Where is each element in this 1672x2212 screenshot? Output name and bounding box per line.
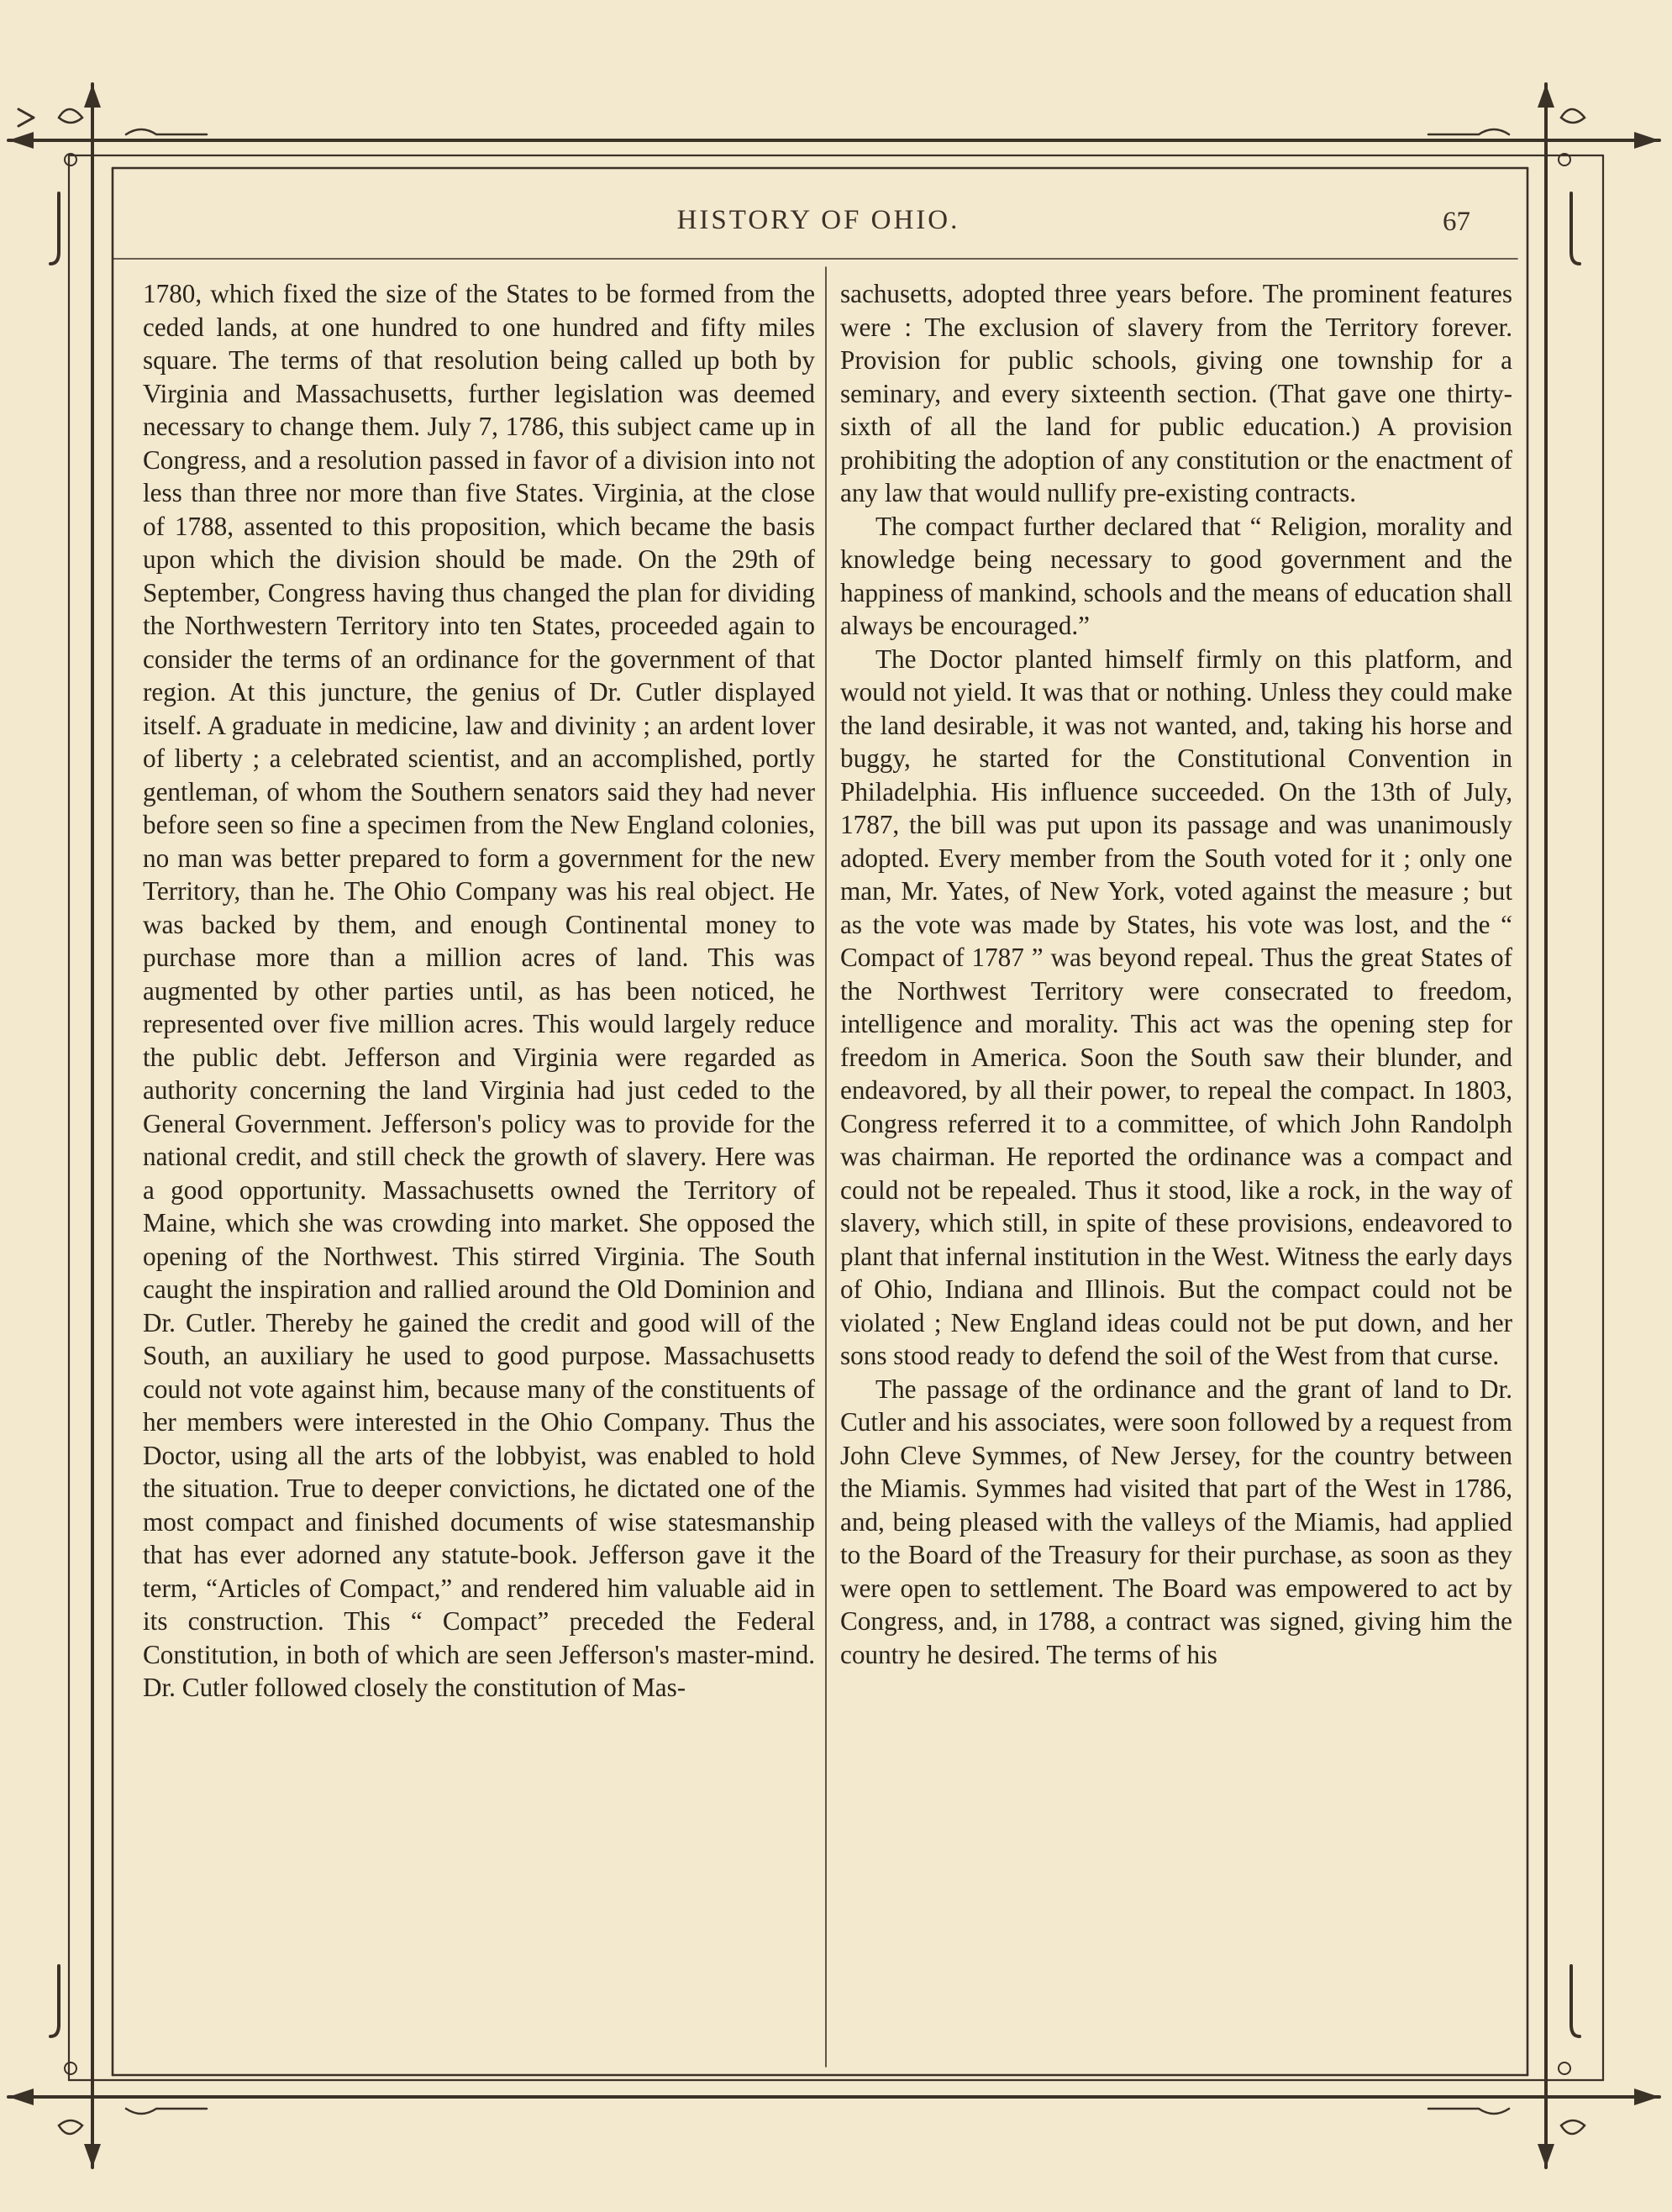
page-header [113, 193, 1524, 244]
paragraph: sachusetts, adopted three years before. The prominent features were : The exclusion of slavery from the Territory forever. Provision for public schools, giving one township for a seminary, and every sixteenth section. (That gave one thirty-sixth of all the land for public education.) A provision prohibiting the adoption of any constitution or the enactment of any law that would nullify pre-existing contracts. [840, 279, 1512, 507]
paragraph: The passage of the ordinance and the grant of land to Dr. Cutler and his associates, were soon followed by a request from John Cleve Symmes, of New Jersey, for the country between the Miamis. Symmes had visited that part of the West in 1786, and, being pleased with the valleys of the Miamis, had applied to the Board of the Treasury for their purchase, as soon as they were open to settlement. The Board was empowered to act by Congress, and, in 1788, a contract was signed, giving him the country he desired. The terms of his [840, 1374, 1512, 1669]
paragraph: 1780, which fixed the size of the States to be formed from the ceded lands, at one hundred to one hundred and fifty miles square. The terms of that resolution being called up both by Virginia and Massachusetts, further legislation was deemed necessary to change them. July 7, 1786, this subject came up in Congress, and a resolution passed in favor of a division into not less than three nor more than five States. Virginia, at the close of 1788, assented to this proposition, which became the basis upon which the division should be made. On the 29th of September, Congress having thus changed the plan for dividing the Northwestern Territory into ten States, proceeded again to consider the terms of an ordinance for the government of that region. At this juncture, the genius of Dr. Cutler displayed itself. A graduate in medicine, law and divinity ; an ardent lover of liberty ; a celebrated scientist, and an accomplished, portly gentleman, of whom the Southern senators said they had never before seen so fine a specimen from the New England colonies, no man was better prepared to form a government for the new Territory, than he. The Ohio Company was his real object. He was backed by them, and enough Continental money to purchase more than a million acres of land. This was augmented by other parties until, as has been noticed, he represented over five million acres. This would largely reduce the public debt. Jefferson and Virginia were regarded as authority concerning the land Virginia had just ceded to the General Government. Jefferson's policy was to provide for the national credit, and still check the growth of slavery. Here was a good opportunity. Massachusetts owned the Territory of Maine, which she was crowding into market. She opposed the opening of the Northwest. This stirred Virginia. The South caught the inspiration and rallied around the Old Dominion and Dr. Cutler. Thereby he gained the credit and good will of the South, an auxiliary he used to good purpose. Massachusetts could not vote against him, because many of the constituents of her members were interested in the Ohio Company. Thus the Doctor, using all the arts of the lobbyist, was enabled to hold the situation. True to deeper convictions, he dictated one of the most compact and finished documents of wise statesmanship that has ever adorned any statute-book. Jefferson gave it the term, “Articles of Compact,” and rendered him valuable aid in its construction. This “ Compact” preceded the Federal Constitution, in both of which are seen Jefferson's master-mind. Dr. Cutler followed closely the constitution of Mas- [143, 279, 815, 1702]
paragraph: The Doctor planted himself firmly on this platform, and would not yield. It was that or nothing. Unless they could make the land desirable, it was not wanted, and, taking his horse and buggy, he started for the Constitutional Convention in Philadelphia. His influence succeeded. On the 13th of July, 1787, the bill was put upon its passage and was unanimously adopted. Every member from the South voted for it ; only one man, Mr. Yates, of New York, voted against the measure ; but as the vote was made by States, his vote was lost, and the “ Compact of 1787 ” was beyond repeal. Thus the great States of the Northwest Territory were consecrated to freedom, intelligence and morality. This act was the opening step for freedom in America. Soon the South saw their blunder, and endeavored, by all their power, to repeal the compact. In 1803, Congress referred it to a committee, of which John Randolph was chairman. He reported the ordinance was a compact and could not be repealed. Thus it stood, like a rock, in the way of slavery, which still, in spite of these provisions, endeavored to plant that infernal institution in the West. Witness the early days of Ohio, Indiana and Illinois. But the compact could not be violated ; New England ideas could not be put down, and her sons stood ready to defend the soil of the West from that curse. [840, 644, 1512, 1370]
right-column [840, 277, 1512, 2067]
left-column [143, 277, 815, 2067]
running-title: HISTORY OF OHIO. [676, 205, 960, 235]
page-number: 67 [1443, 207, 1470, 237]
paragraph: The compact further declared that “ Religion, morality and knowledge being necessary to good government and the happiness of mankind, schools and the means of education shall always be encouraged.” [840, 511, 1512, 640]
